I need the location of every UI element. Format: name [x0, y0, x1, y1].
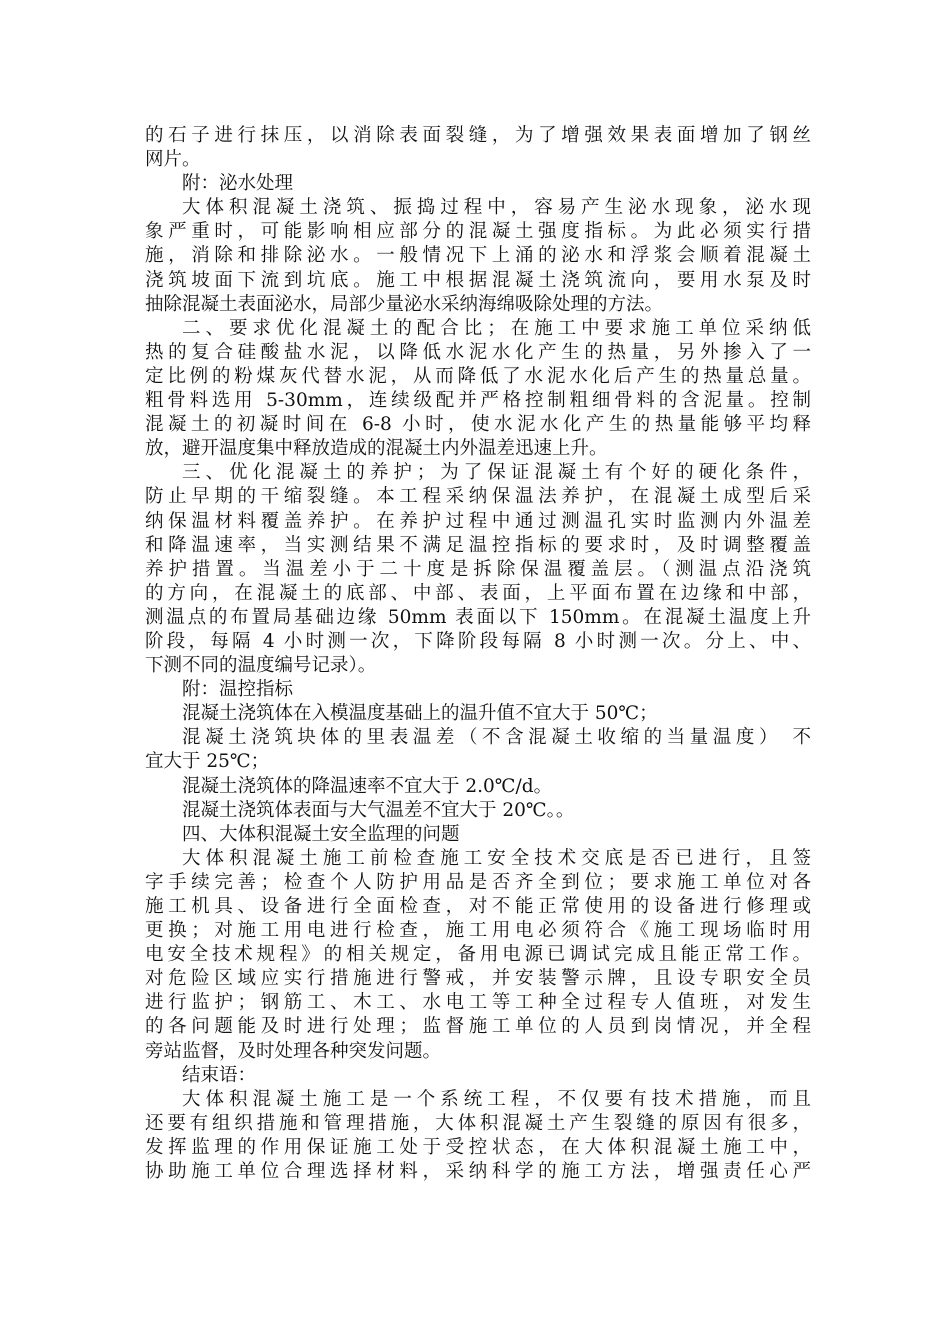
text-line: 的方向，在混凝土的底部、中部、表面，上平面布置在边缘和中部， — [145, 582, 811, 604]
document-body — [145, 124, 811, 1184]
text-line: 进行监护；钢筋工、木工、水电工等工种全过程专人值班，对发生 — [145, 992, 811, 1014]
text-line: 旁站监督，及时处理各种突发问题。 — [145, 1040, 442, 1062]
text-line: 宜大于 25℃； — [145, 751, 270, 773]
text-line: 四、大体积混凝土安全监理的问题 — [182, 823, 460, 845]
text-line: 混凝土浇筑体在入模温度基础上的温升值不宜大于 50℃； — [182, 703, 658, 725]
text-line: 施工机具、设备进行全面检查，对不能正常使用的设备进行修理或 — [145, 896, 811, 917]
text-line: 粗骨料选用 5-30mm，连续级配并严格控制粗细骨料的含泥量。控制 — [145, 390, 811, 412]
text-line: 施，消除和排除泌水。一般情况下上涌的泌水和浮浆会顺着混凝土 — [145, 245, 811, 267]
text-line: 的石子进行抹压，以消除表面裂缝，为了增强效果表面增加了钢丝 — [145, 125, 811, 146]
text-line: 更换；对施工用电进行检查，施工用电必须符合《施工现场临时用 — [145, 920, 811, 942]
text-line: 混凝土浇筑体表面与大气温差不宜大于 20℃。。 — [182, 799, 575, 821]
text-line: 协助施工单位合理选择材料，采纳科学的施工方法，增强责任心严 — [145, 1161, 811, 1183]
text-line: 三、优化混凝土的养护；为了保证混凝土有个好的硬化条件， — [182, 462, 811, 484]
text-line: 电安全技术规程》的相关规定，备用电源已调试完成且能正常工作。 — [145, 944, 811, 966]
text-line: 大体积混凝土施工是一个系统工程，不仅要有技术措施，而且 — [182, 1088, 811, 1110]
text-line: 的各问题能及时进行处理；监督施工单位的人员到岗情况，并全程 — [145, 1016, 811, 1038]
text-line: 混凝土浇筑体的降温速率不宜大于 2.0℃/d。 — [182, 775, 553, 797]
text-line: 和降温速率，当实测结果不满足温控指标的要求时，及时调整覆盖 — [145, 534, 811, 556]
text-line: 大体积混凝土施工前检查施工安全技术交底是否已进行，且签 — [182, 847, 811, 869]
text-line: 定比例的粉煤灰代替水泥，从而降低了水泥水化后产生的热量总量。 — [145, 365, 811, 387]
text-line: 象严重时，可能影响相应部分的混凝土强度指标。为此必须实行措 — [145, 221, 811, 243]
text-line: 阶段，每隔 4 小时测一次，下降阶段每隔 8 小时测一次。分上、中、 — [145, 630, 811, 652]
text-line: 附：温控指标 — [182, 679, 294, 701]
text-line: 抽除混凝土表面泌水，局部少量泌水采纳海绵吸除处理的方法。 — [145, 293, 664, 315]
text-line: 字手续完善；检查个人防护用品是否齐全到位；要求施工单位对各 — [145, 871, 811, 893]
text-line: 纳保温材料覆盖养护。在养护过程中通过测温孔实时监测内外温差 — [145, 510, 811, 532]
text-line: 网片。 — [145, 149, 201, 171]
text-line: 对危险区域应实行措施进行警戒，并安装警示牌，且设专职安全员 — [145, 968, 811, 990]
text-line: 附：泌水处理 — [182, 173, 294, 195]
text-line: 结束语： — [182, 1064, 257, 1086]
text-line: 热的复合硅酸盐水泥，以降低水泥水化产生的热量，另外掺入了一 — [145, 341, 811, 363]
text-line: 放，避开温度集中释放造成的混凝土内外温差迅速上升。 — [145, 438, 608, 460]
text-line: 养护措置。当温差小于二十度是拆除保温覆盖层。（测温点沿浇筑 — [145, 558, 811, 580]
text-line: 发挥监理的作用保证施工处于受控状态，在大体积混凝土施工中， — [145, 1136, 811, 1158]
text-line: 防止早期的干缩裂缝。本工程采纳保温法养护，在混凝土成型后采 — [145, 486, 811, 508]
text-line: 下测不同的温度编号记录）。 — [145, 655, 377, 677]
text-line: 混凝土的初凝时间在 6-8 小时，使水泥水化产生的热量能够平均释 — [145, 414, 811, 436]
text-line: 浇筑坡面下流到坑底。施工中根据混凝土浇筑流向，要用水泵及时 — [145, 269, 811, 291]
text-line: 还要有组织措施和管理措施，大体积混凝土产生裂缝的原因有很多， — [145, 1112, 811, 1134]
text-line: 测温点的布置局基础边缘 50mm 表面以下 150mm。在混凝土温度上升 — [145, 606, 811, 628]
text-line: 混凝土浇筑块体的里表温差（不含混凝土收缩的当量温度） 不 — [182, 727, 811, 749]
text-line: 二、要求优化混凝土的配合比；在施工中要求施工单位采纳低 — [182, 317, 811, 339]
text-line: 大体积混凝土浇筑、振捣过程中，容易产生泌水现象，泌水现 — [182, 197, 811, 219]
